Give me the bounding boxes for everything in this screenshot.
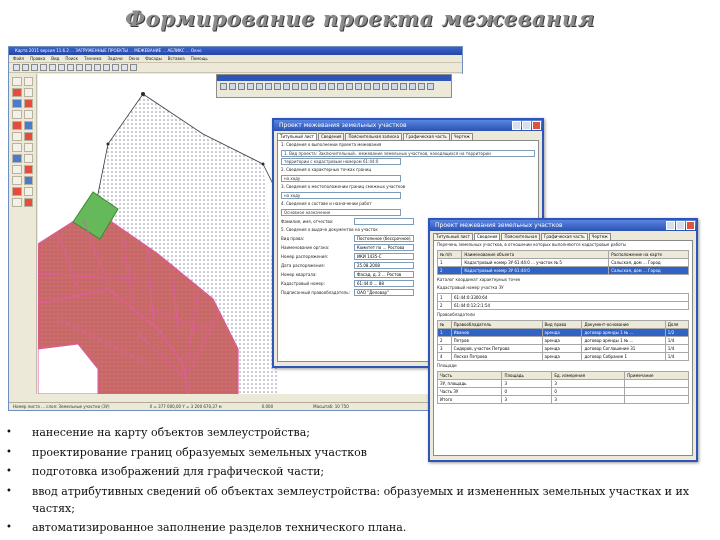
minimize-button[interactable] [512,121,521,130]
table-cell[interactable] [625,380,689,388]
table-row-selected[interactable] [438,267,689,275]
tool-icon[interactable] [220,83,227,90]
text-field[interactable]: ОАО "Деловар" [354,289,414,296]
table-cell[interactable]: Сальская, дом ... Город [609,259,689,267]
tab-title-page[interactable]: Титульный лист [277,133,317,140]
section-heading: 1. Сведения о выполнении проекта межевания [281,142,382,147]
tool-icon[interactable] [256,83,263,90]
table-cell[interactable]: аренда [542,345,582,353]
table-cell[interactable]: 1 [438,329,452,337]
list-item: • нанесение на карту объектов землеустройства; [6,424,716,441]
tool-icon[interactable] [319,83,326,90]
tool-icon[interactable] [229,83,236,90]
tool-icon[interactable] [24,77,34,86]
tool-icon[interactable] [24,176,34,185]
dialog-titlebar[interactable] [430,220,696,231]
table-cell[interactable]: аренда [542,353,582,361]
field-label: Вид права: [281,235,305,241]
section-heading: Площади [437,363,457,368]
text-field[interactable]: 61:44:0 ... 88 [354,280,414,287]
menu-item[interactable]: Файл [13,56,25,61]
field-label: Фамилия, имя, отчество: [281,218,334,224]
tool-icon[interactable] [400,83,407,90]
table-cell[interactable]: Петров [451,337,542,345]
table-row[interactable] [438,380,689,388]
owners-table [437,320,689,361]
table-row[interactable] [438,337,689,345]
app-menubar [9,55,462,63]
tool-icon[interactable] [265,83,272,90]
tool-icon[interactable] [12,121,22,130]
select-icon[interactable] [121,64,128,71]
floating-toolbar[interactable] [216,74,452,98]
maximize-button[interactable] [676,221,685,230]
table-cell[interactable] [625,388,689,396]
text-field[interactable]: 1. Вид проекта: Заключительный.. межевание земельных участков, находящихся на территории [281,150,535,157]
tab-note[interactable]: Пояснительная [501,233,539,240]
tool-icon[interactable] [382,83,389,90]
save-icon[interactable] [31,64,38,71]
table-cell[interactable]: Лесхоз Петрова [451,353,542,361]
menu-item[interactable]: Правка [30,56,46,61]
column-header[interactable]: № п/п [438,251,462,259]
dialog-tabs [430,231,696,240]
table-cell[interactable]: договор аренды 1 № ... [582,329,665,337]
menu-item[interactable]: Помощь [190,56,208,61]
table-cell[interactable]: 2 [438,337,452,345]
tool-icon[interactable] [373,83,380,90]
dialog-title: Проект межевания земельных участков [279,122,407,129]
table-cell[interactable]: Итого [438,396,502,404]
feature-list [6,424,716,539]
section-heading: 4. Сведения о составе и назначении работ [281,201,372,206]
measure-icon[interactable] [130,64,137,71]
menu-item[interactable]: Окно [128,56,140,61]
table-row-selected[interactable] [438,329,689,337]
table-cell[interactable]: договор Соглашение 31 [582,345,665,353]
table-cell[interactable]: 1 [438,259,462,267]
status-scale: Масштаб: 10 750 [313,404,349,409]
tool-icon[interactable] [355,83,362,90]
text-field[interactable]: на ходу [281,175,401,182]
tab-drawing[interactable]: Чертеж [451,133,473,140]
table-cell[interactable]: 3 [552,396,625,404]
field-label: Номер квартала: [281,271,317,277]
column-header[interactable]: Ед. измерения [552,372,625,380]
table-cell[interactable]: 1 [438,294,452,302]
section-heading: Каталог координат характерных точек [437,277,521,282]
tool-icon[interactable] [310,83,317,90]
table-cell[interactable]: 1/4 [665,337,688,345]
drawing-tool-panel [9,74,37,394]
table-cell[interactable]: Кадастровый номер ЗУ 61:44:0 [462,267,609,275]
tool-icon[interactable] [364,83,371,90]
undo-icon[interactable] [76,64,83,71]
open-icon[interactable] [22,64,29,71]
tool-icon[interactable] [418,83,425,90]
close-button[interactable] [686,221,695,230]
tab-note[interactable]: Пояснительная записка [345,133,402,140]
text-field[interactable]: 25.08.2008 [354,262,414,269]
table-cell[interactable]: 0 [552,388,625,396]
status-coords: X = 377 000,00 Y = 3 200 670,37 м [149,404,222,409]
tool-icon[interactable] [427,83,434,90]
table-cell[interactable]: Сидоров, участок Петрова [451,345,542,353]
tool-icon[interactable] [12,198,22,207]
tab-info[interactable]: Сведения [318,133,344,140]
table-cell[interactable]: Иванов [451,329,542,337]
table-cell[interactable]: 3 [502,380,552,388]
table-cell[interactable]: 1/4 [665,345,688,353]
text-field[interactable]: на ходу [281,192,401,199]
tool-icon[interactable] [12,110,22,119]
text-field[interactable]: Комитет по ... Ростова [354,244,414,251]
table-cell[interactable]: 0 [502,388,552,396]
tab-drawing[interactable]: Чертеж [589,233,611,240]
menu-item[interactable]: Техника [84,56,102,61]
menu-item[interactable]: Задачи [107,56,123,61]
table-cell[interactable]: 61:44:0:3300:64 [452,294,689,302]
text-field[interactable]: территории с кадастровым номером 61:44:0 [281,158,401,165]
tool-icon[interactable] [24,88,34,97]
table-row[interactable] [438,388,689,396]
field-label: Кадастровый номер участка ЗУ [437,285,504,290]
zoom-in-icon[interactable] [85,64,92,71]
tool-icon[interactable] [24,143,34,152]
text-field[interactable]: Постоянное (бессрочное) [354,235,414,242]
coords-table [437,293,689,310]
field-label: Номер распоряжения: [281,253,328,259]
tool-icon[interactable] [12,77,22,86]
pan-icon[interactable] [103,64,110,71]
text-field[interactable]: ИКИ 1435-С [354,253,414,260]
table-cell[interactable]: ЗУ, площадь [438,380,502,388]
tool-icon[interactable] [283,83,290,90]
section-heading: Перечень земельных участков, в отношении которых выполняются кадастровые работы [437,242,627,247]
areas-table [437,371,689,404]
list-item: • автоматизированное заполнение разделов технического плана. [6,519,716,536]
column-header[interactable]: Часть [438,372,502,380]
table-cell[interactable] [625,396,689,404]
dialog-tabs [274,131,542,140]
table-row[interactable] [438,345,689,353]
tool-icon[interactable] [24,99,34,108]
tool-icon[interactable] [12,99,22,108]
new-icon[interactable] [13,64,20,71]
field-label: Дата распоряжения: [281,262,325,268]
dialog-title: Проект межевания земельных участков [435,222,563,229]
section-heading: 3. Сведения о местоположении границ смежных участков [281,184,406,189]
tab-graphics[interactable]: Графическая часть [403,133,450,140]
copy-icon[interactable] [58,64,65,71]
column-header[interactable]: Примечание [625,372,689,380]
tool-icon[interactable] [24,110,34,119]
menu-item[interactable]: Поиск [65,56,79,61]
field-label: Кадастровый номер: [281,280,325,286]
tool-icon[interactable] [337,83,344,90]
tool-icon[interactable] [12,132,22,141]
tool-icon[interactable] [24,121,34,130]
table-row[interactable] [438,302,689,310]
status-bar [9,402,462,410]
table-cell[interactable]: Кадастровый номер ЗУ 61:44:0 ... участок № 5 [462,259,609,267]
tool-icon[interactable] [12,187,22,196]
table-cell[interactable]: договор Собрание 1 [582,353,665,361]
table-cell[interactable]: аренда [542,329,582,337]
field-label: Подписанный правообладатель: [281,289,350,295]
tool-icon[interactable] [24,154,34,163]
status-layer: Номер листа ... слоя: Земельные участки (ЗУ) [13,404,110,409]
tool-icon[interactable] [391,83,398,90]
table-cell[interactable]: Сальская, дом ... Город [609,267,689,275]
tool-icon[interactable] [409,83,416,90]
tab-graphics[interactable]: Графическая часть [541,233,588,240]
tool-icon[interactable] [24,165,34,174]
table-cell[interactable]: 1/4 [665,353,688,361]
table-cell[interactable]: договор аренды 1 № ... [582,337,665,345]
section-heading: 2. Сведения о характерных точках границ [281,167,372,172]
section-heading: Правообладатели [437,312,475,317]
tool-icon[interactable] [274,83,281,90]
dialog-titlebar[interactable] [274,120,542,131]
tool-icon[interactable] [346,83,353,90]
table-cell[interactable]: Часть ЗУ [438,388,502,396]
column-header[interactable]: Наименование объекта [462,251,609,259]
tool-icon[interactable] [292,83,299,90]
tool-icon[interactable] [247,83,254,90]
close-button[interactable] [532,121,541,130]
print-icon[interactable] [40,64,47,71]
status-value: 0.000 [261,404,274,409]
tool-icon[interactable] [12,176,22,185]
tool-icon[interactable] [12,143,22,152]
section-heading: 5. Сведения о выдаче документов на участок [281,227,378,232]
table-cell[interactable]: аренда [542,337,582,345]
text-field[interactable] [354,218,414,225]
tab-info[interactable]: Сведения [474,233,500,240]
vertex-point[interactable] [107,143,110,146]
column-header[interactable]: Вид права [542,321,582,329]
tool-icon[interactable] [328,83,335,90]
table-cell[interactable]: 4 [438,353,452,361]
column-header[interactable]: № [438,321,452,329]
table-cell[interactable]: 3 [438,345,452,353]
field-label: Наименование органа: [281,244,330,250]
table-cell[interactable]: 1/2 [665,329,688,337]
zoom-out-icon[interactable] [94,64,101,71]
menu-item[interactable]: Вставка [167,56,185,61]
slide-title: Формирование проекта межевания [125,6,595,31]
tool-icon[interactable] [24,187,34,196]
list-item: • подготовка изображений для графической части; [6,463,716,480]
text-field[interactable]: Основное назначение [281,209,401,216]
parcels-table [437,250,689,275]
table-row[interactable] [438,294,689,302]
table-row[interactable] [438,259,689,267]
text-field[interactable]: Фасад, д. 2 ... Ростов [354,271,414,278]
column-header[interactable]: Документ-основание [582,321,665,329]
column-header[interactable]: Площадь [502,372,552,380]
column-header[interactable]: Расположение на карте [609,251,689,259]
paste-icon[interactable] [67,64,74,71]
table-cell[interactable]: 3 [552,380,625,388]
tool-icon[interactable] [238,83,245,90]
table-cell[interactable]: 2 [438,267,462,275]
app-titlebar: Карта 2011 версия 11.6.2 ... ЗАГРУЖЕННЫЕ ПРОЕКТЫ ... МЕЖЕВАНИЕ ... АБЛИКС ... Окно [9,47,462,55]
table-cell[interactable]: 2 [438,302,452,310]
tool-icon[interactable] [24,198,34,207]
table-row[interactable] [438,396,689,404]
list-item: • ввод атрибутивных сведений об объектах землеустройства: образуемых и измененных земельных участках и их частях; [6,483,716,517]
list-item: • проектирование границ образуемых земельных участков [6,444,716,461]
tab-title-page[interactable]: Титульный лист [433,233,473,240]
app-toolbar [9,63,462,73]
menu-item[interactable]: Фасады [145,56,162,61]
vertex-point[interactable] [262,163,265,166]
table-cell[interactable]: 61:44:0:12:2:1:54 [452,302,689,310]
table-cell[interactable]: 3 [502,396,552,404]
tool-icon[interactable] [24,132,34,141]
vertex-point[interactable] [141,92,145,96]
table-row[interactable] [438,353,689,361]
tool-icon[interactable] [12,154,22,163]
menu-item[interactable]: Вид [51,56,60,61]
column-header[interactable]: Правообладатель [451,321,542,329]
tool-icon[interactable] [12,165,22,174]
maximize-button[interactable] [522,121,531,130]
column-header[interactable]: Доля [665,321,688,329]
cut-icon[interactable] [49,64,56,71]
minimize-button[interactable] [666,221,675,230]
layers-icon[interactable] [112,64,119,71]
tool-icon[interactable] [301,83,308,90]
tool-icon[interactable] [12,88,22,97]
